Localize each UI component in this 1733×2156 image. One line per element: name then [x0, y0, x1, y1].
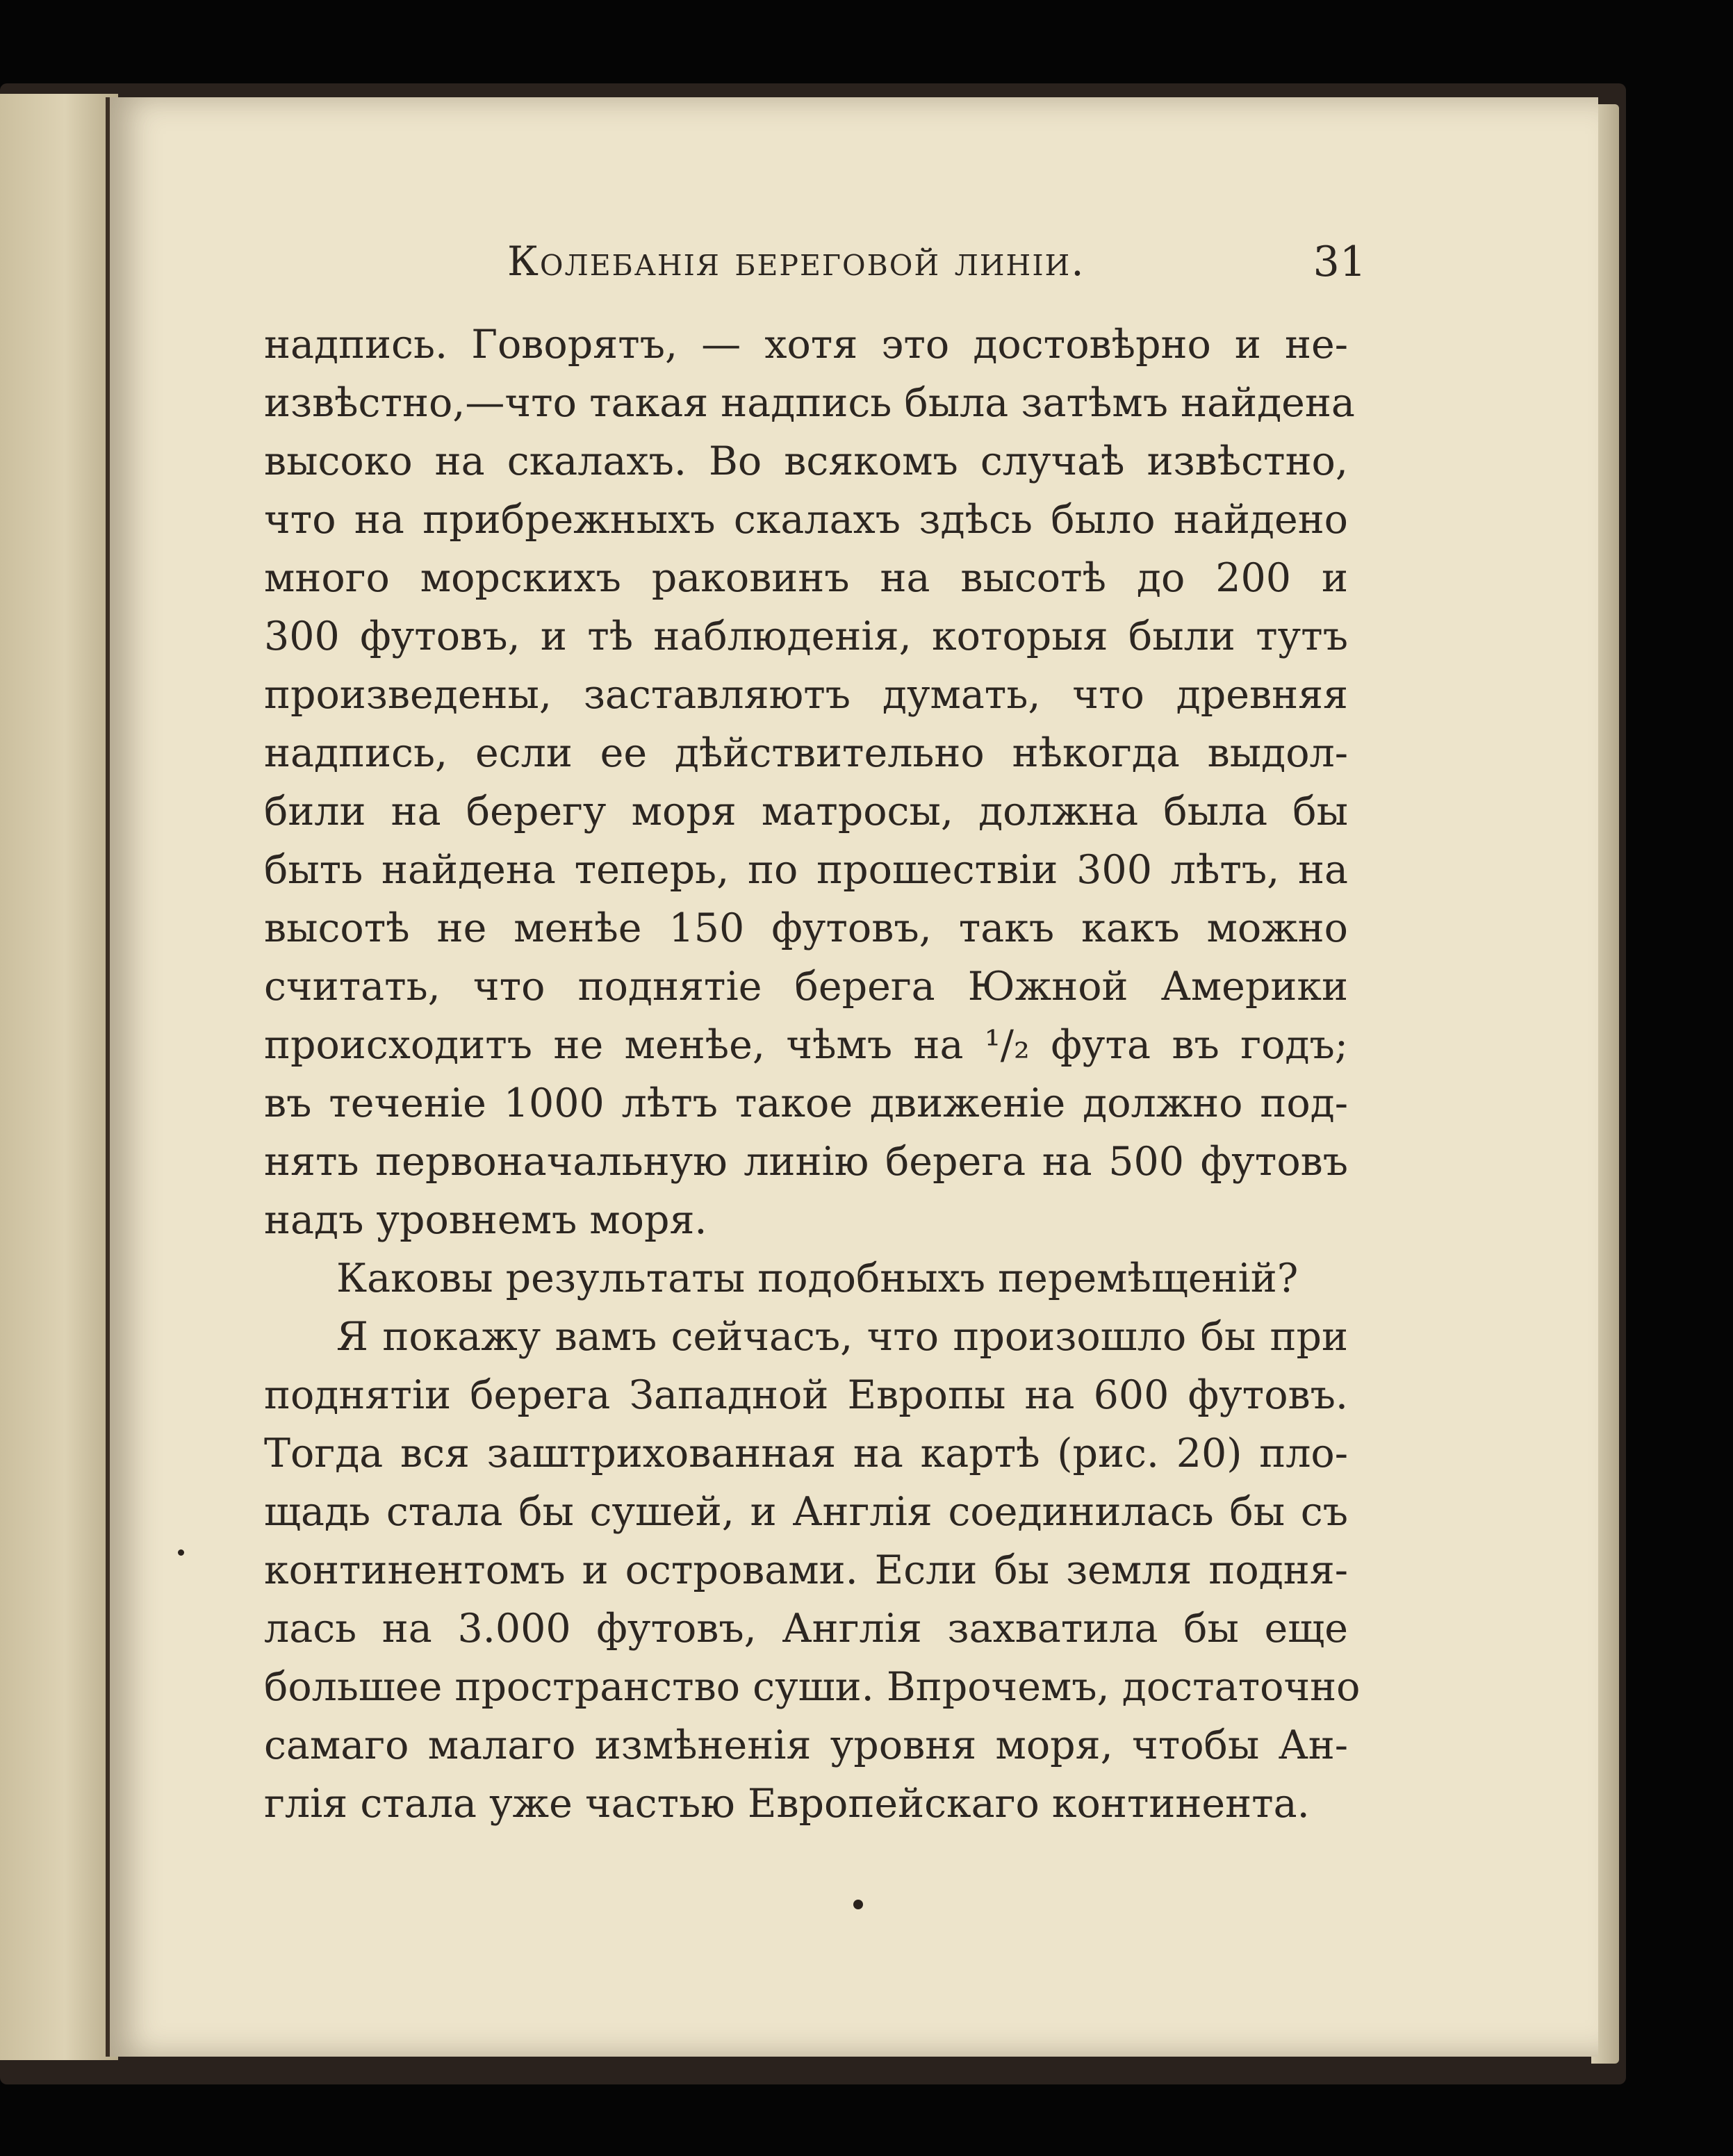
text-line: Каковы результаты подобныхъ перемѣщеній?: [336, 1256, 1299, 1301]
facing-page-edge: [0, 94, 118, 2060]
text-line: били на берегу моря матросы, должна была бы: [264, 789, 1348, 834]
text-line: щадь стала бы сушей, и Англія соединилась бы съ: [264, 1489, 1348, 1535]
ink-speck: [853, 1900, 863, 1909]
text-line: быть найдена теперь, по прошествіи 300 лѣтъ, на: [264, 847, 1348, 893]
text-line: нять первоначальную линію берега на 500 футовъ: [264, 1139, 1348, 1185]
text-line: надпись, если ее дѣйствительно нѣкогда выдол-: [264, 730, 1348, 776]
text-line: 300 футовъ, и тѣ наблюденія, которыя были тутъ: [264, 614, 1348, 659]
text-line: извѣстно,—что такая надпись была затѣмъ найдена: [264, 380, 1355, 426]
page-number: 31: [1313, 238, 1366, 286]
text-line: считать, что поднятіе берега Южной Америки: [264, 964, 1348, 1010]
text-line: произведены, заставляютъ думать, что древняя: [264, 672, 1348, 718]
text-line: глія стала уже частью Европейскаго континента.: [264, 1781, 1310, 1827]
text-line: Тогда вся заштрихованная на картѣ (рис. 20) пло-: [264, 1431, 1348, 1476]
ink-speck: [178, 1549, 184, 1556]
text-line: высоко на скалахъ. Во всякомъ случаѣ извѣстно,: [264, 438, 1348, 484]
running-head: Колебанія береговой линіи.: [507, 238, 1085, 285]
text-line: надъ уровнемъ моря.: [264, 1197, 707, 1243]
text-line: происходитъ не менѣе, чѣмъ на ¹/₂ фута въ годъ;: [264, 1022, 1348, 1068]
text-line: самаго малаго измѣненія уровня моря, чтобы Ан-: [264, 1722, 1348, 1768]
text-line: континентомъ и островами. Если бы земля подня-: [264, 1547, 1348, 1593]
text-line: надпись. Говорятъ, — хотя это достовѣрно и не-: [264, 322, 1348, 368]
text-line: высотѣ не менѣе 150 футовъ, такъ какъ можно: [264, 905, 1348, 951]
text-line: Я покажу вамъ сейчасъ, что произошло бы при: [336, 1314, 1348, 1360]
text-line: много морскихъ раковинъ на высотѣ до 200 и: [264, 555, 1348, 601]
text-line: поднятіи берега Западной Европы на 600 футовъ.: [264, 1372, 1348, 1418]
text-line: большее пространство суши. Впрочемъ, достаточно: [264, 1664, 1361, 1710]
gutter-shadow: [106, 97, 110, 2057]
text-line: въ теченіе 1000 лѣтъ такое движеніе должно под-: [264, 1080, 1348, 1126]
text-line: лась на 3.000 футовъ, Англія захватила бы еще: [264, 1606, 1348, 1652]
text-line: что на прибрежныхъ скалахъ здѣсь было найдено: [264, 497, 1348, 543]
